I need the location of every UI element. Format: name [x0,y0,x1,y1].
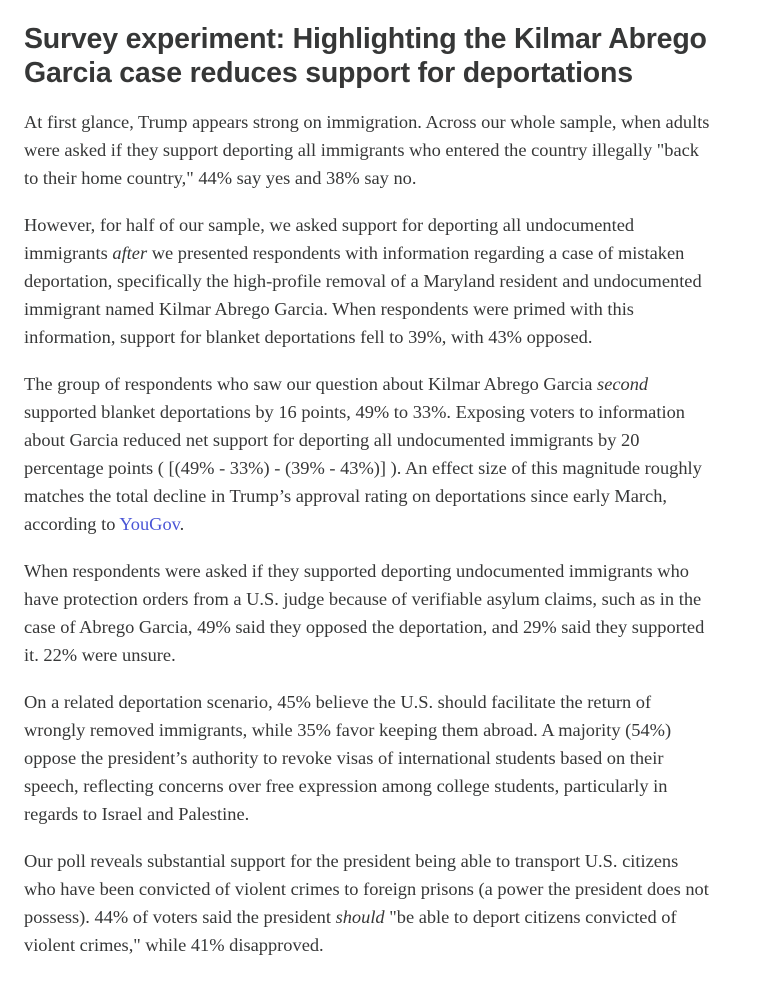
paragraph-text: . [179,514,185,534]
article-body [24,22,714,978]
paragraph-related-scenario: On a related deportation scenario, 45% believe the U.S. should facilitate the return of wrongly removed immigrants, while 35% favor keeping them abroad. A majority (54%) oppose the president’s authority to revoke visas of international students based on their speech, reflecting concerns over free expression among college students, particularly in regards to Israel and Palestine. [24,692,672,824]
emphasis-text: second [597,374,649,394]
paragraph-text: we presented respondents with information regarding a case of mistaken deportation, specifically the high-profile removal of a Maryland resident and undocumented immigrant named Kilmar Abrego Garcia. When respondents were primed with this information, support for blanket deportations fell to 39%, with 43% opposed. [24,243,702,347]
article-headline: Survey experiment: Highlighting the Kilmar Abrego Garcia case reduces support for deportations [24,23,707,89]
paragraph-protection-orders: When respondents were asked if they supported deporting undocumented immigrants who have protection orders from a U.S. judge because of verifiable asylum claims, such as in the case of Abrego Garcia, 49% said they opposed the deportation, and 29% said they supported it. 22% were unsure. [24,561,705,665]
yougov-link[interactable]: YouGov [119,514,180,534]
paragraph-text: The group of respondents who saw our question about Kilmar Abrego Garcia [24,374,598,394]
paragraph-text: "be able to deport citizens convicted of violent crimes," while 41% disapproved. [24,907,677,955]
emphasis-text: after [112,243,148,263]
paragraph-effect-size [24,370,714,538]
paragraph-text: supported blanket deportations by 16 points, 49% to 33%. Exposing voters to information about Garcia reduced net support for deporting all undocumented immigrants by 20 percentage points ( [(49% - 33%) - (39% - 43%)] ). An effect size of this magnitude roughly matches the total decline in Trump’s approval rating on deportations since early March, according to [24,402,702,534]
paragraph-half-sample [24,211,714,351]
paragraph-convicted-citizens [24,847,714,959]
paragraph-text: However, for half of our sample, we asked support for deporting all undocumented immigrants [24,215,635,263]
emphasis-text: should [335,907,385,927]
paragraph-text: Our poll reveals substantial support for the president being able to transport U.S. citizens who have been convicted of violent crimes to foreign prisons (a power the president does not possess). 44% of voters said the president [24,851,709,927]
paragraph-overall-support: At first glance, Trump appears strong on immigration. Across our whole sample, when adults were asked if they support deporting all immigrants who entered the country illegally "back to their home country," 44% say yes and 38% say no. [24,112,710,188]
